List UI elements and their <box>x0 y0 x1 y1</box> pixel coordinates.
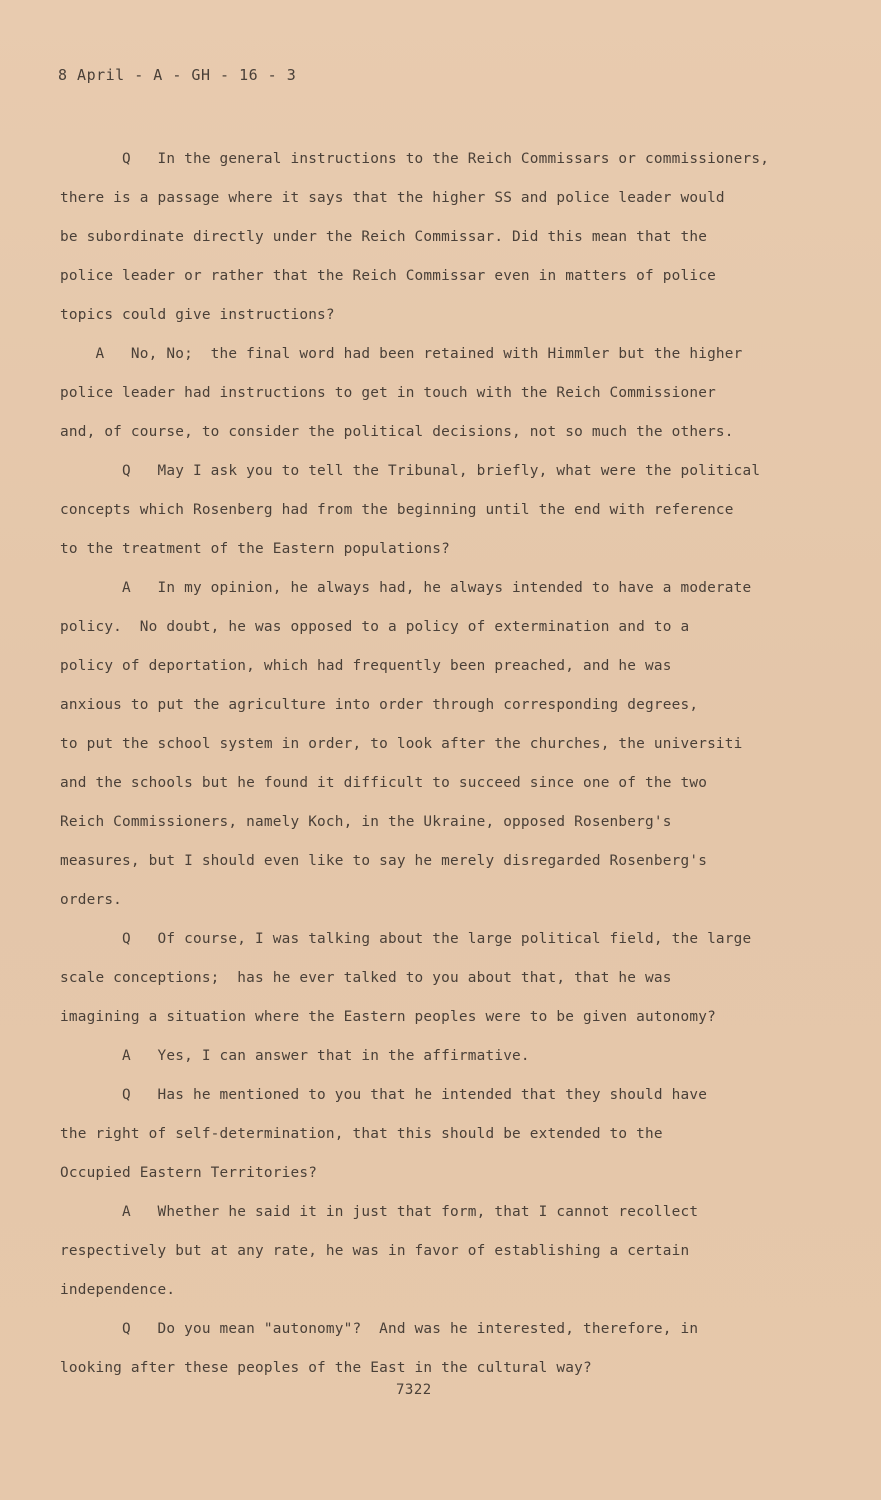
paragraph-a4 <box>60 1193 820 1310</box>
paragraph-q2 <box>60 452 820 569</box>
text-line: topics could give instructions? <box>60 307 335 323</box>
paragraph-q1 <box>60 140 820 335</box>
text-line: imagining a situation where the Eastern peoples were to be given autonomy? <box>60 1009 716 1025</box>
paragraph-a2 <box>60 569 820 920</box>
transcript-body <box>60 140 820 1388</box>
text-line: there is a passage where it says that the higher SS and police leader would <box>60 190 725 206</box>
text-line: concepts which Rosenberg had from the beginning until the end with reference <box>60 502 734 518</box>
text-line: Occupied Eastern Territories? <box>60 1165 318 1181</box>
text-line: Q Has he mentioned to you that he intended that they should have <box>60 1087 708 1103</box>
text-line: policy of deportation, which had frequently been preached, and he was <box>60 658 672 674</box>
text-line: the right of self-determination, that this should be extended to the <box>60 1126 663 1142</box>
text-line: Q Of course, I was talking about the large political field, the large <box>60 931 752 947</box>
text-line: Q In the general instructions to the Reich Commissars or commissioners, <box>60 151 770 167</box>
paragraph-a3 <box>60 1037 820 1076</box>
text-line: looking after these peoples of the East in the cultural way? <box>60 1360 592 1376</box>
text-line: A No, No; the final word had been retained with Himmler but the higher <box>60 346 743 362</box>
text-line: Reich Commissioners, namely Koch, in the Ukraine, opposed Rosenberg's <box>60 814 672 830</box>
text-line: policy. No doubt, he was opposed to a policy of extermination and to a <box>60 619 690 635</box>
paragraph-a1 <box>60 335 820 452</box>
text-line: Q Do you mean "autonomy"? And was he interested, therefore, in <box>60 1321 699 1337</box>
text-line: A Whether he said it in just that form, that I cannot recollect <box>60 1204 699 1220</box>
text-line: police leader had instructions to get in touch with the Reich Commissioner <box>60 385 716 401</box>
text-line: to put the school system in order, to look after the churches, the universiti <box>60 736 743 752</box>
text-line: and, of course, to consider the political decisions, not so much the others. <box>60 424 734 440</box>
page-number: 7322 <box>396 1382 432 1398</box>
paragraph-q4 <box>60 1076 820 1193</box>
text-line: to the treatment of the Eastern populations? <box>60 541 451 557</box>
text-line: police leader or rather that the Reich Commissar even in matters of police <box>60 268 716 284</box>
paragraph-q5 <box>60 1310 820 1388</box>
text-line: A Yes, I can answer that in the affirmative. <box>60 1048 530 1064</box>
text-line: be subordinate directly under the Reich Commissar. Did this mean that the <box>60 229 708 245</box>
text-line: A In my opinion, he always had, he always intended to have a moderate <box>60 580 752 596</box>
text-line: independence. <box>60 1282 176 1298</box>
text-line: and the schools but he found it difficult to succeed since one of the two <box>60 775 708 791</box>
text-line: orders. <box>60 892 123 908</box>
paragraph-q3 <box>60 920 820 1037</box>
page-header: 8 April - A - GH - 16 - 3 <box>58 66 297 84</box>
text-line: respectively but at any rate, he was in favor of establishing a certain <box>60 1243 690 1259</box>
text-line: measures, but I should even like to say he merely disregarded Rosenberg's <box>60 853 708 869</box>
text-line: Q May I ask you to tell the Tribunal, briefly, what were the political <box>60 463 761 479</box>
text-line: scale conceptions; has he ever talked to you about that, that he was <box>60 970 672 986</box>
text-line: anxious to put the agriculture into order through corresponding degrees, <box>60 697 699 713</box>
